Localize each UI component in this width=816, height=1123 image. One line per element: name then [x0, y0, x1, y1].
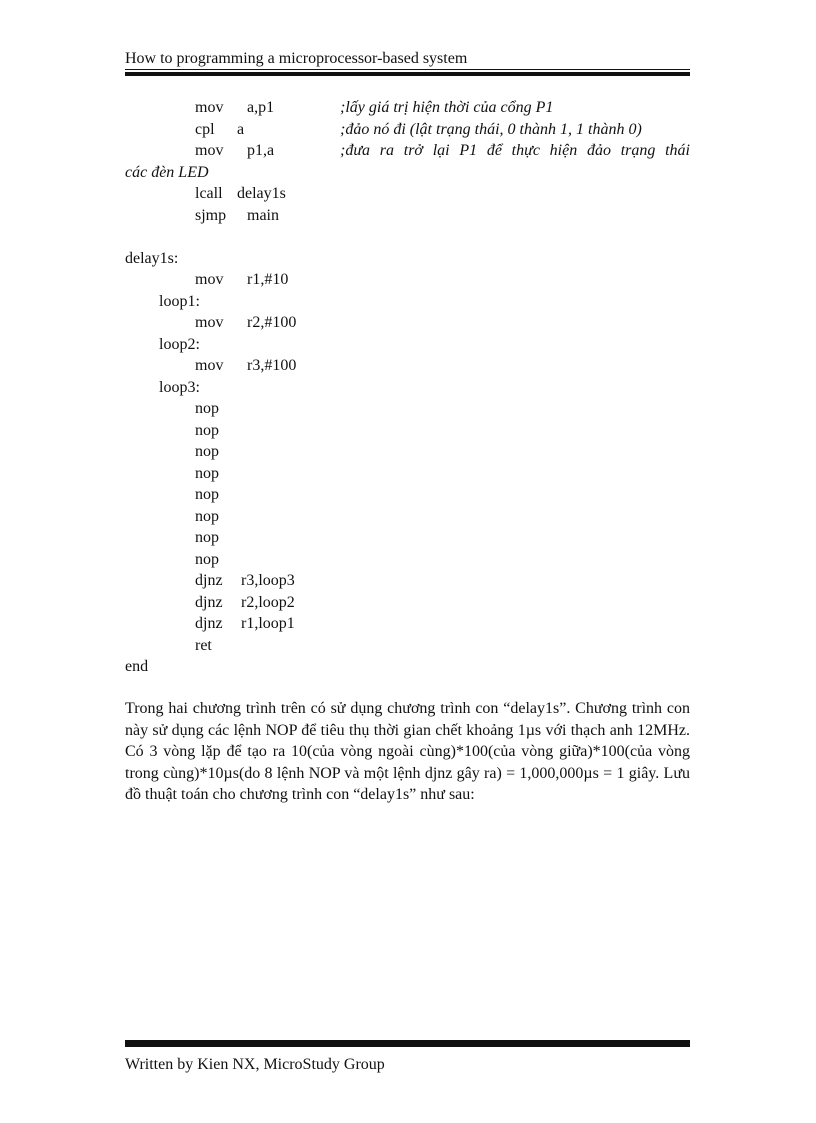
mnemonic: mov — [195, 271, 224, 288]
body-paragraph: Trong hai chương trình trên có sử dụng chương trình con “delay1s”. Chương trình con này sử dụng các lệnh NOP để tiêu thụ thời gian chết khoảng 1µs với thạch anh 12MHz. Có 3 vòng lặp để tạo ra 10(của vòng ngoài cùng)*100(của vòng giữa)*100(của vòng trong cùng)*10µs(do 8 lệnh NOP và một lệnh djnz gây ra) = 1,000,000µs = 1 giây. Lưu đồ thuật toán cho chương trình con “delay1s” như sau: — [125, 700, 690, 803]
mnemonic: djnz — [195, 572, 223, 589]
mnemonic: nop — [195, 464, 219, 482]
code-line — [125, 269, 695, 291]
mnemonic: djnz — [195, 593, 223, 611]
mnemonic: nop — [195, 529, 219, 546]
code-label: loop1: — [159, 292, 200, 310]
operand: delay1s — [237, 185, 286, 202]
code-line — [125, 506, 695, 528]
operand: main — [247, 206, 279, 224]
mnemonic: nop — [195, 486, 219, 503]
code-line — [125, 527, 695, 549]
mnemonic: mov — [195, 99, 224, 116]
code-line — [125, 97, 695, 119]
code-line — [125, 570, 695, 592]
code-line — [125, 183, 695, 205]
operand: a — [237, 120, 245, 138]
mnemonic: cpl — [195, 120, 215, 138]
code-line — [125, 291, 695, 313]
code-label: loop2: — [159, 335, 200, 353]
page-footer: Written by Kien NX, MicroStudy Group — [125, 1056, 385, 1073]
comment: ;đưa ra trở lại P1 để thực hiện đảo trạng thái — [340, 142, 690, 159]
code-listing — [125, 97, 695, 678]
mnemonic: mov — [195, 142, 224, 159]
code-label: delay1s: — [125, 249, 179, 267]
code-line — [125, 162, 695, 184]
mnemonic: ret — [195, 636, 212, 654]
code-label: loop3: — [159, 378, 200, 396]
mnemonic: mov — [195, 357, 224, 374]
code-line — [125, 398, 695, 420]
code-line — [125, 463, 695, 485]
mnemonic: lcall — [195, 185, 223, 202]
code-line — [125, 549, 695, 571]
code-line — [125, 334, 695, 356]
code-line — [125, 355, 695, 377]
code-line — [125, 377, 695, 399]
code-line — [125, 635, 695, 657]
operand: p1,a — [247, 142, 275, 159]
blank-line — [125, 226, 695, 248]
mnemonic: nop — [195, 443, 219, 460]
footer-rule — [125, 1040, 690, 1047]
code-line — [125, 119, 695, 141]
code-line — [125, 484, 695, 506]
comment: ;đảo nó đi (lật trạng thái, 0 thành 1, 1 thành 0) — [340, 120, 642, 138]
code-line — [125, 312, 695, 334]
mnemonic: sjmp — [195, 206, 227, 224]
code-line — [125, 140, 695, 162]
code-label: end — [125, 658, 149, 675]
operand: r2,loop2 — [241, 593, 295, 611]
code-line — [125, 613, 695, 635]
code-line — [125, 205, 695, 227]
operand: r1,#10 — [247, 271, 289, 288]
code-line — [125, 441, 695, 463]
mnemonic: mov — [195, 314, 224, 331]
operand: r2,#100 — [247, 314, 297, 331]
page-header: How to programming a microprocessor-based system — [125, 50, 468, 67]
mnemonic: djnz — [195, 615, 223, 632]
operand: r3,#100 — [247, 357, 297, 374]
mnemonic: nop — [195, 421, 219, 439]
header-rule — [125, 69, 690, 76]
mnemonic: nop — [195, 400, 219, 417]
code-line — [125, 248, 695, 270]
comment: ;lấy giá trị hiện thời của cổng P1 — [340, 99, 554, 116]
operand: r1,loop1 — [241, 615, 295, 632]
mnemonic: nop — [195, 507, 219, 525]
code-line — [125, 420, 695, 442]
code-line — [125, 656, 695, 678]
mnemonic: nop — [195, 550, 219, 568]
comment-continuation: các đèn LED — [125, 163, 209, 181]
operand: a,p1 — [247, 99, 275, 116]
operand: r3,loop3 — [241, 572, 295, 589]
code-line — [125, 592, 695, 614]
